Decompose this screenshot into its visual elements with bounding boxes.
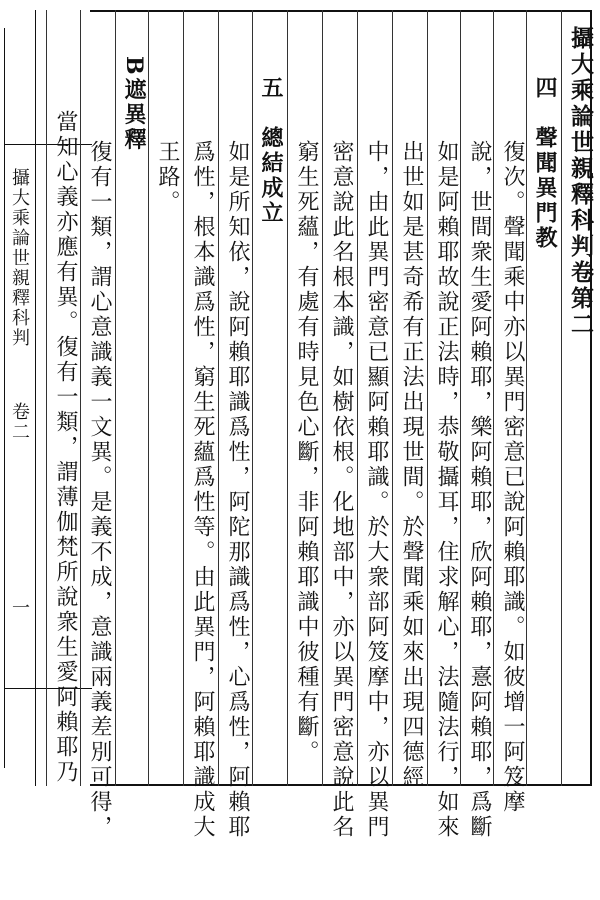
text-column: 出世如是甚奇希有正法出現世間。於聲聞乘如來出現四德經 [399, 140, 424, 790]
margin-page-number: 一 [9, 598, 30, 616]
text-column: 復有一類，謂心意識義一文異。是義不成，意識兩義差別可得， [87, 140, 112, 840]
margin-book-title: 攝大乘論世親釋科判 [9, 168, 30, 348]
section-heading-b: B遮異釋 [121, 56, 147, 153]
section-heading-4: 四 聲聞異門教 [532, 76, 558, 251]
text-column: 中，由此異門密意已顯阿賴耶識。於大衆部阿笈摩中，亦以異門 [364, 140, 389, 840]
text-column: 爲性，根本識爲性，窮生死蘊爲性等。由此異門，阿賴耶識成大 [190, 140, 215, 840]
text-column: 密意說此名根本識，如樹依根。化地部中，亦以異門密意說此名 [329, 140, 354, 840]
text-column: 王路。 [155, 140, 180, 215]
text-column: 窮生死蘊，有處有時見色心斷，非阿賴耶識中彼種有斷。 [294, 140, 319, 765]
margin-volume-label: 卷二 [9, 402, 30, 442]
frame-top-rule [90, 10, 592, 12]
section-heading-5: 五 總結成立 [258, 76, 284, 226]
text-column: 復次。聲聞乘中亦以異門密意已說阿賴耶識。如彼增一阿笈摩 [500, 140, 525, 815]
margin-border-left [4, 28, 5, 768]
text-column: 當知心義亦應有異。復有一類，謂薄伽梵所說衆生愛阿賴耶乃 [53, 110, 78, 785]
column-divider [46, 10, 47, 786]
text-column: 說，世間衆生愛阿賴耶，樂阿賴耶，欣阿賴耶，憙阿賴耶，爲斷 [467, 140, 492, 840]
margin-border-right [35, 10, 36, 786]
text-column: 如是所知依，說阿賴耶識爲性，阿陀那識爲性，心爲性，阿賴耶 [225, 140, 250, 840]
text-column: 如是阿賴耶故說正法時，恭敬攝耳，住求解心，法隨法行，如來 [434, 140, 459, 840]
volume-title: 攝大乘論世親釋科判卷第二 [567, 26, 594, 338]
